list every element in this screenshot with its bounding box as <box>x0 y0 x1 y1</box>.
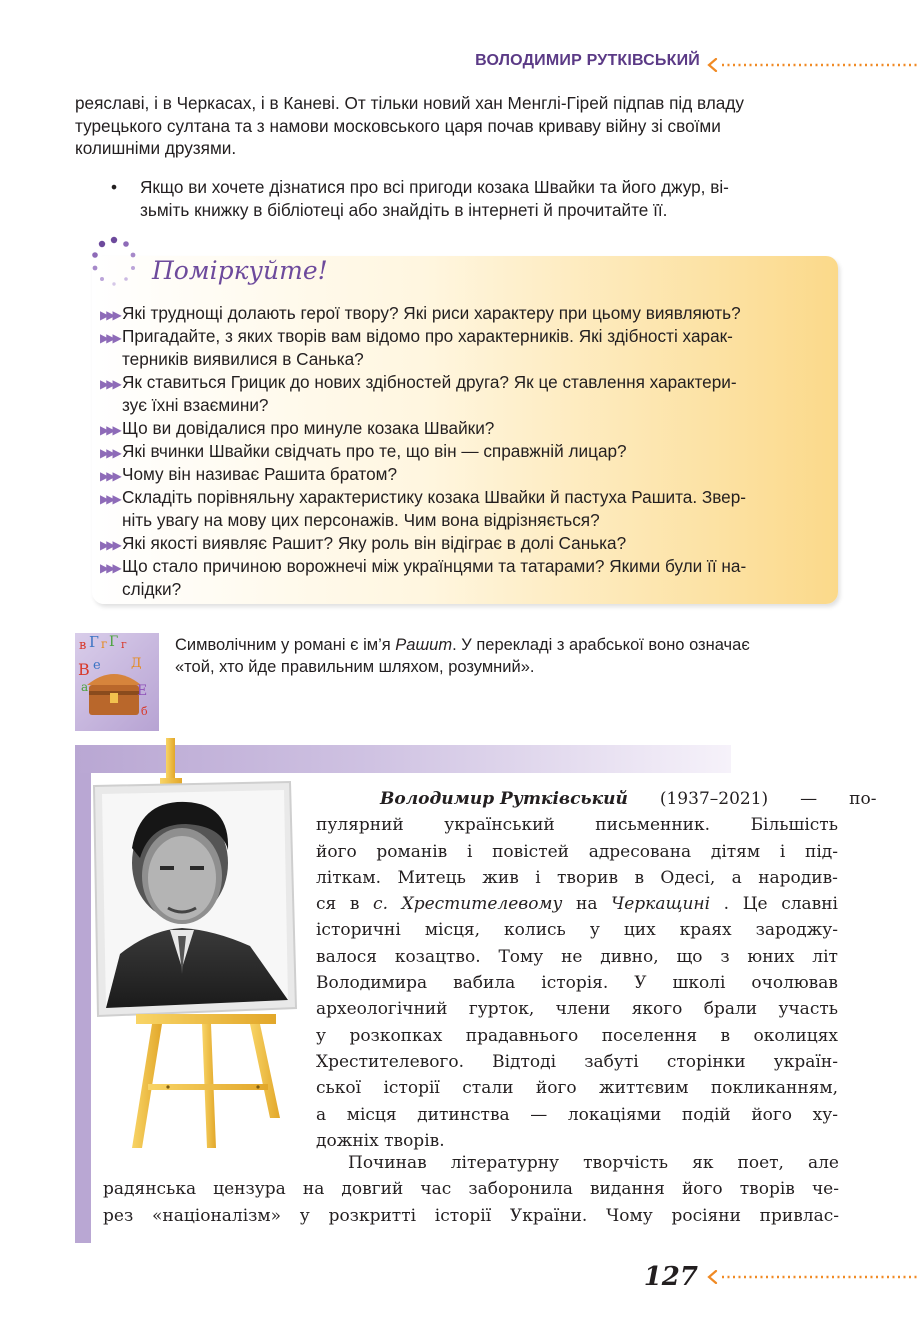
text-line: радянська цензура на довгий час заборонила видання його творів че- <box>103 1179 839 1200</box>
side-bar <box>75 773 91 1243</box>
question-continuation: терників виявилися в Санька? <box>122 349 364 369</box>
bio-paragraph <box>316 786 877 1154</box>
question-continuation: слідки? <box>122 579 182 599</box>
ponder-title: Поміркуйте! <box>152 256 328 285</box>
dotted-arrow-icon <box>706 1270 918 1284</box>
svg-text:Д: Д <box>131 656 142 671</box>
dotted-arrow-icon <box>706 58 918 72</box>
question-item: ▶▶▶ Які якості виявляє Рашит? Яку роль він відіграє в долі Санька? <box>100 532 746 555</box>
continuation-paragraph <box>103 1150 839 1229</box>
question-item: ▶▶▶ Пригадайте, з яких творів вам відомо про характерників. Які здібності харак- <box>100 325 746 348</box>
text-line: «той, хто йде правильним шляхом, розумний». <box>175 658 535 676</box>
svg-text:г: г <box>101 637 108 651</box>
text-line: колишніми друзями. <box>75 138 237 158</box>
text-line: а місця дитинства — локаціями подій його ху- <box>316 1104 838 1125</box>
triple-arrow-icon: ▶▶▶ <box>100 331 119 345</box>
note-paragraph <box>175 634 750 678</box>
text-line: археологічний гурток, члени якого брали участь <box>316 999 838 1020</box>
svg-text:Г: Г <box>89 633 99 651</box>
text-line: ської історії стали його життєвим покликанням, <box>316 1078 838 1099</box>
text-line: у розкопках прадавнього поселення в околицях <box>316 1025 838 1046</box>
triple-arrow-icon: ▶▶▶ <box>100 561 119 575</box>
easel-portrait-image <box>90 738 302 1150</box>
svg-text:Г: Г <box>109 634 119 650</box>
text-line: Володимир Рутківський (1937–2021) — по- <box>380 789 877 809</box>
question-item: ▶▶▶ Як ставиться Грицик до нових здібностей друга? Як це ставлення характери- <box>100 371 746 394</box>
text-line: Хрестителевого. Відтоді забуті сторінки україн- <box>316 1051 838 1072</box>
triple-arrow-icon: ▶▶▶ <box>100 446 119 460</box>
text-line: Починав літературну творчість як поет, але <box>348 1153 839 1173</box>
text-line: рез «націоналізм» у розкритті історії України. Чому росіяни привлас- <box>103 1205 839 1226</box>
triple-arrow-icon: ▶▶▶ <box>100 308 119 322</box>
svg-text:а: а <box>81 680 89 694</box>
intro-paragraph <box>75 92 744 160</box>
question-item: ▶▶▶ Які труднощі долають герої твору? Які риси характеру при цьому виявляють? <box>100 302 746 325</box>
text-line: Символічним у романі є ім’я Рашит. У перекладі з арабської воно означає <box>175 636 750 654</box>
text-line: Володимира вабила історія. У школі очолював <box>316 973 838 994</box>
text-line: валося козацтво. Тому не дивно, що з юних літ <box>316 946 838 967</box>
text-line: пулярний український письменник. Більшість <box>316 815 838 836</box>
question-continuation: ніть увагу на мову цих персонажів. Чим вона відрізняється? <box>122 510 600 530</box>
question-item: ▶▶▶ Чому він називає Рашита братом? <box>100 463 746 486</box>
svg-text:в: в <box>79 638 87 653</box>
author-name: Володимир Рутківський <box>380 789 628 809</box>
triple-arrow-icon: ▶▶▶ <box>100 492 119 506</box>
triple-arrow-icon: ▶▶▶ <box>100 423 119 437</box>
question-item: ▶▶▶ Що ви довідалися про минуле козака Швайки? <box>100 417 746 440</box>
triple-arrow-icon: ▶▶▶ <box>100 538 119 552</box>
text-line: літкам. Митець жив і творив в Одесі, а народив- <box>316 867 838 888</box>
question-item: ▶▶▶ Складіть порівняльну характеристику козака Швайки й пастуха Рашита. Звер- <box>100 486 746 509</box>
emphasis-name: Рашит <box>395 636 453 654</box>
text-line: дожніх творів. <box>316 1130 445 1151</box>
running-head: ВОЛОДИМИР РУТКІВСЬКИЙ <box>475 52 700 69</box>
text-line: зьміть книжку в бібліотеці або знайдіть в інтернеті й прочитайте її. <box>140 199 668 220</box>
treasure-chest-icon <box>75 633 159 731</box>
text-line: його романів і повістей адресована дітям і під- <box>316 841 838 862</box>
bullet-item <box>140 176 729 221</box>
question-item: ▶▶▶ Що стало причиною ворожнечі між українцями та татарами? Якими були її на- <box>100 555 746 578</box>
question-item: ▶▶▶ Які вчинки Швайки свідчать про те, що він — справжній лицар? <box>100 440 746 463</box>
svg-text:б: б <box>141 705 148 718</box>
svg-text:г: г <box>121 638 127 651</box>
text-line: ся в с. Хрестителевому на Черкащині . Це славні <box>316 894 838 915</box>
text-line: турецького султана та з намови московського царя почав криваву війну зі своїми <box>75 115 721 136</box>
svg-text:Е: Е <box>137 683 148 699</box>
triple-arrow-icon: ▶▶▶ <box>100 469 119 483</box>
triple-arrow-icon: ▶▶▶ <box>100 377 119 391</box>
page-number: 127 <box>643 1262 698 1292</box>
bullet-marker: • <box>111 177 118 197</box>
text-line: історичні місця, колись у цих краях зароджу- <box>316 920 838 941</box>
svg-text:В: В <box>78 660 90 679</box>
question-continuation: зує їхні взаємини? <box>122 395 269 415</box>
text-line: реяславі, і в Черкасах, і в Каневі. От тільки новий хан Менглі-Гірей підпав під владу <box>75 93 744 113</box>
svg-text:е: е <box>93 658 101 673</box>
question-list <box>100 302 746 601</box>
text-line: Якщо ви хочете дізнатися про всі пригоди козака Швайки та його джур, ві- <box>140 177 729 197</box>
dots-circle-icon <box>86 234 142 290</box>
